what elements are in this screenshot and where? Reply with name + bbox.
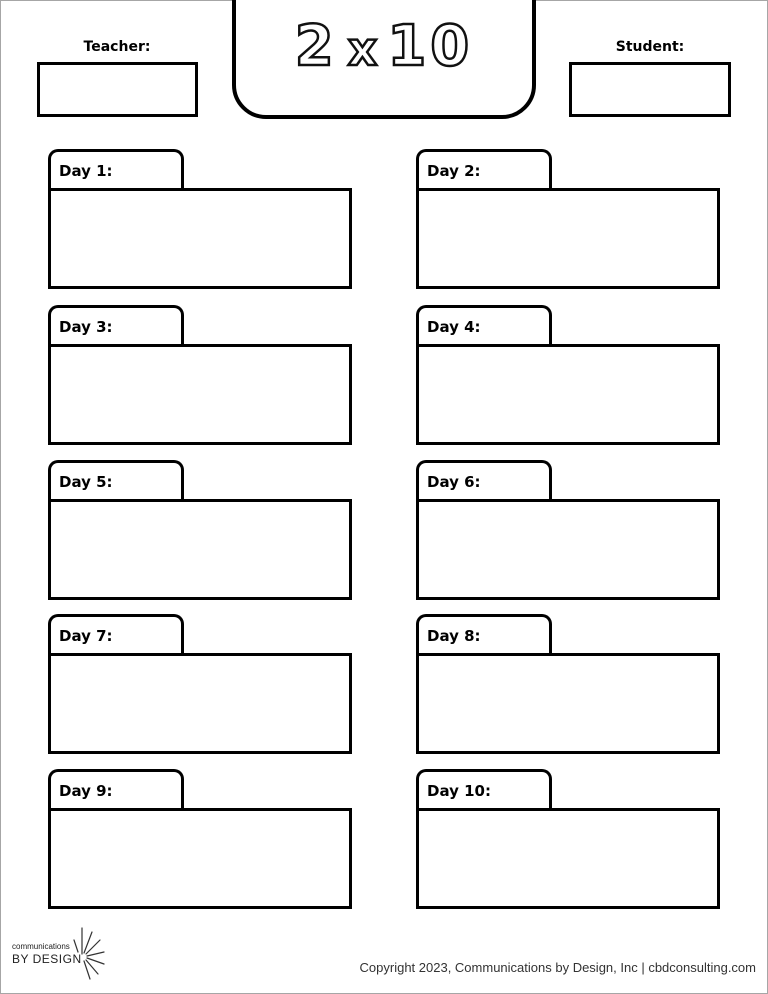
day-label: Day 1: (59, 162, 113, 180)
day-label: Day 6: (427, 473, 481, 491)
day-label: Day 8: (427, 627, 481, 645)
day-label: Day 5: (59, 473, 113, 491)
day-response-box[interactable] (48, 344, 352, 445)
page-title (236, 14, 532, 79)
student-field[interactable] (569, 62, 731, 117)
teacher-field[interactable] (37, 62, 198, 117)
day-label: Day 3: (59, 318, 113, 336)
day-label: Day 10: (427, 782, 491, 800)
title-banner (232, 0, 536, 119)
day-label: Day 9: (59, 782, 113, 800)
day-response-box[interactable] (416, 344, 720, 445)
day-entry (48, 149, 352, 291)
day-response-box[interactable] (48, 188, 352, 289)
day-entry (48, 769, 352, 911)
day-entry (48, 305, 352, 447)
day-entry (48, 614, 352, 756)
day-entry (416, 305, 720, 447)
day-response-box[interactable] (48, 653, 352, 754)
day-response-box[interactable] (416, 499, 720, 600)
teacher-label: Teacher: (83, 39, 151, 55)
day-response-box[interactable] (416, 188, 720, 289)
day-entry (416, 769, 720, 911)
day-label: Day 2: (427, 162, 481, 180)
logo-text-top: communications (12, 942, 70, 951)
title-number-2: 2 (294, 14, 338, 79)
logo-text-bottom: BY DESIGN (12, 952, 82, 966)
day-entry (416, 460, 720, 602)
company-logo (12, 924, 112, 982)
student-label: Student: (615, 39, 685, 55)
day-response-box[interactable] (416, 653, 720, 754)
day-entry (416, 149, 720, 291)
day-response-box[interactable] (48, 499, 352, 600)
copyright-text: Copyright 2023, Communications by Design, Inc | cbdconsulting.com (359, 960, 756, 975)
title-times: x (347, 22, 378, 76)
title-number-10: 10 (387, 14, 474, 79)
day-entry (48, 460, 352, 602)
day-label: Day 7: (59, 627, 113, 645)
day-label: Day 4: (427, 318, 481, 336)
day-entry (416, 614, 720, 756)
day-response-box[interactable] (48, 808, 352, 909)
day-response-box[interactable] (416, 808, 720, 909)
